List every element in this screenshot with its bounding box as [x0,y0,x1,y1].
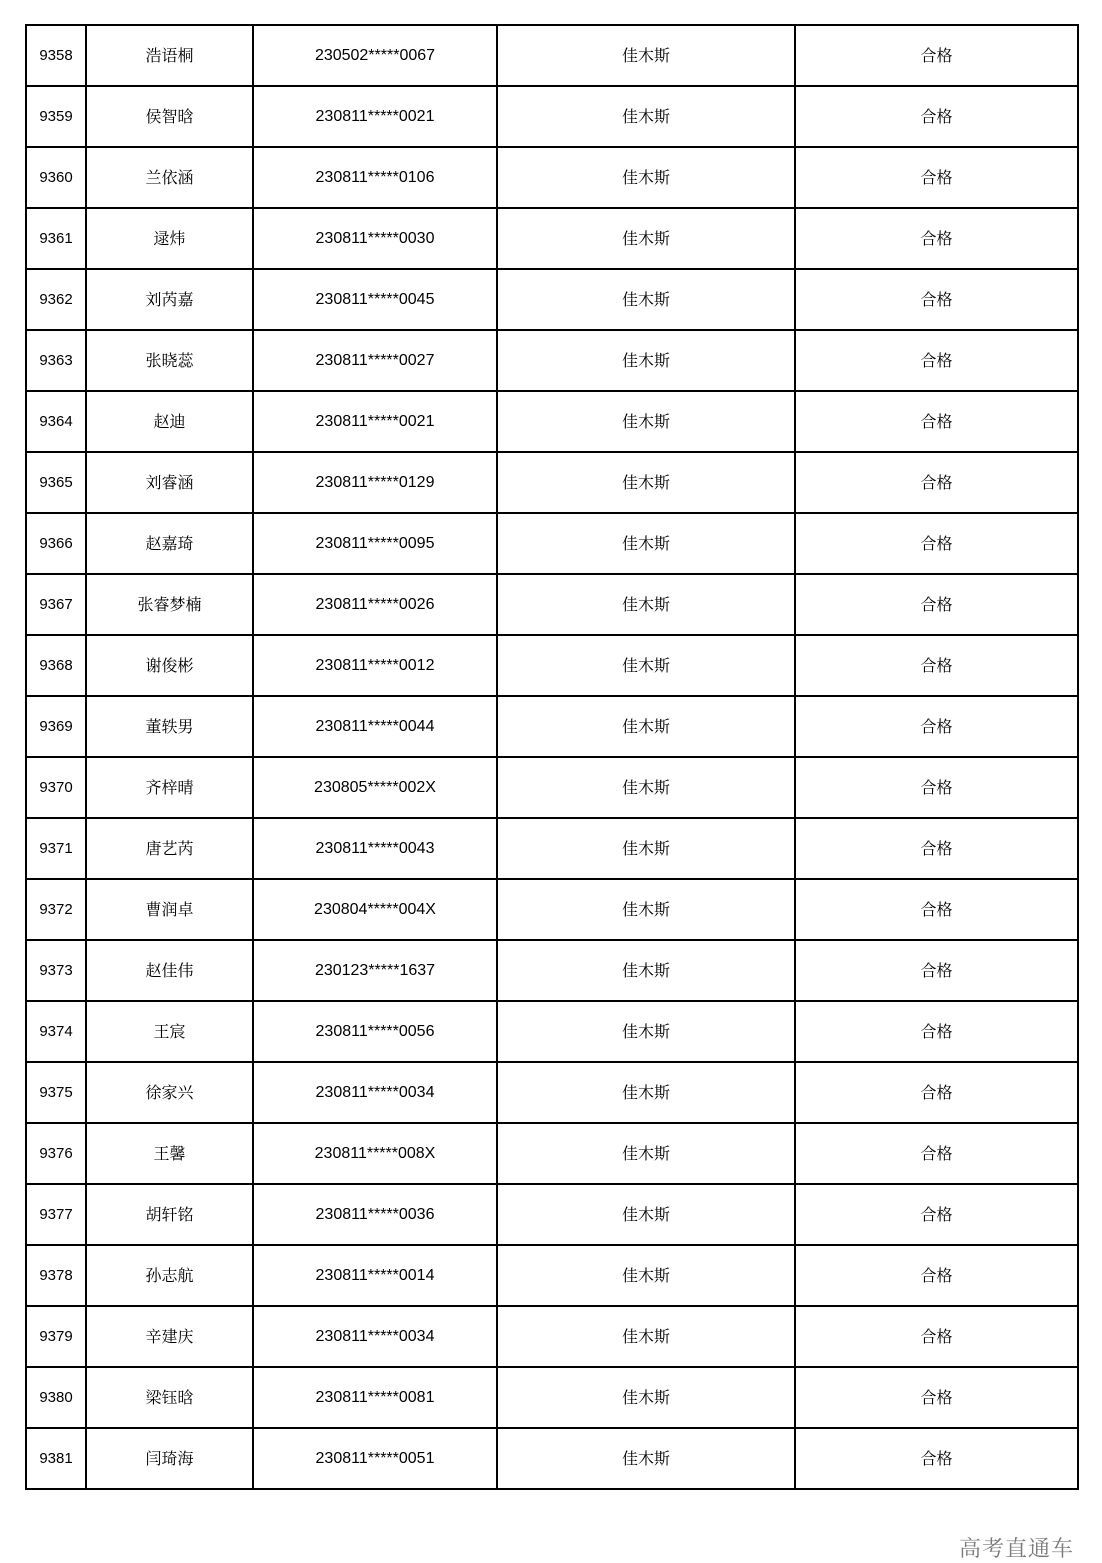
cell-id-number: 230811*****0034 [253,1062,497,1123]
table-row [26,86,1078,147]
cell-city: 佳木斯 [497,1184,795,1245]
cell-number: 9379 [26,1306,86,1367]
table-row [26,635,1078,696]
cell-number: 9376 [26,1123,86,1184]
cell-id-number: 230811*****0051 [253,1428,497,1489]
cell-number: 9373 [26,940,86,1001]
table-row [26,1001,1078,1062]
cell-name: 董轶男 [86,696,253,757]
cell-number: 9365 [26,452,86,513]
cell-number: 9370 [26,757,86,818]
cell-name: 梁钰晗 [86,1367,253,1428]
cell-number: 9381 [26,1428,86,1489]
table-row [26,1428,1078,1489]
cell-number: 9378 [26,1245,86,1306]
cell-result: 合格 [795,757,1078,818]
cell-name: 浩语桐 [86,25,253,86]
cell-number: 9366 [26,513,86,574]
cell-name: 唐艺芮 [86,818,253,879]
cell-id-number: 230805*****002X [253,757,497,818]
cell-result: 合格 [795,940,1078,1001]
cell-result: 合格 [795,86,1078,147]
cell-result: 合格 [795,696,1078,757]
cell-result: 合格 [795,1428,1078,1489]
cell-city: 佳木斯 [497,147,795,208]
cell-name: 赵嘉琦 [86,513,253,574]
cell-city: 佳木斯 [497,635,795,696]
cell-id-number: 230811*****0056 [253,1001,497,1062]
cell-name: 闫琦海 [86,1428,253,1489]
cell-city: 佳木斯 [497,940,795,1001]
cell-result: 合格 [795,1306,1078,1367]
cell-result: 合格 [795,391,1078,452]
cell-name: 曹润卓 [86,879,253,940]
cell-city: 佳木斯 [497,1245,795,1306]
cell-result: 合格 [795,269,1078,330]
cell-id-number: 230804*****004X [253,879,497,940]
cell-id-number: 230811*****008X [253,1123,497,1184]
cell-number: 9362 [26,269,86,330]
cell-number: 9375 [26,1062,86,1123]
table-row [26,1062,1078,1123]
cell-id-number: 230811*****0034 [253,1306,497,1367]
cell-name: 王宸 [86,1001,253,1062]
cell-name: 辛建庆 [86,1306,253,1367]
cell-id-number: 230502*****0067 [253,25,497,86]
table-row [26,25,1078,86]
cell-name: 王馨 [86,1123,253,1184]
cell-city: 佳木斯 [497,1123,795,1184]
table-row [26,391,1078,452]
cell-id-number: 230811*****0095 [253,513,497,574]
table-row [26,1245,1078,1306]
cell-name: 齐梓晴 [86,757,253,818]
cell-result: 合格 [795,25,1078,86]
cell-city: 佳木斯 [497,208,795,269]
cell-city: 佳木斯 [497,1001,795,1062]
watermark-text: 高考直通车 [957,1532,1076,1563]
cell-name: 逯炜 [86,208,253,269]
cell-number: 9372 [26,879,86,940]
cell-city: 佳木斯 [497,452,795,513]
cell-number: 9369 [26,696,86,757]
table-row [26,208,1078,269]
table-row [26,818,1078,879]
cell-name: 兰依涵 [86,147,253,208]
cell-result: 合格 [795,208,1078,269]
table-row [26,1367,1078,1428]
cell-id-number: 230811*****0044 [253,696,497,757]
cell-city: 佳木斯 [497,574,795,635]
cell-city: 佳木斯 [497,818,795,879]
cell-result: 合格 [795,330,1078,391]
cell-number: 9358 [26,25,86,86]
cell-city: 佳木斯 [497,330,795,391]
cell-id-number: 230811*****0045 [253,269,497,330]
cell-result: 合格 [795,1123,1078,1184]
cell-number: 9364 [26,391,86,452]
cell-id-number: 230811*****0081 [253,1367,497,1428]
results-table [25,24,1079,1490]
table-row [26,1123,1078,1184]
cell-city: 佳木斯 [497,269,795,330]
table-row [26,574,1078,635]
table-row [26,1184,1078,1245]
table-row [26,269,1078,330]
cell-number: 9380 [26,1367,86,1428]
cell-name: 胡轩铭 [86,1184,253,1245]
table-row [26,696,1078,757]
cell-id-number: 230811*****0014 [253,1245,497,1306]
cell-name: 徐家兴 [86,1062,253,1123]
cell-city: 佳木斯 [497,696,795,757]
table-row [26,452,1078,513]
cell-number: 9367 [26,574,86,635]
cell-name: 赵佳伟 [86,940,253,1001]
cell-result: 合格 [795,452,1078,513]
cell-city: 佳木斯 [497,513,795,574]
cell-number: 9363 [26,330,86,391]
table-row [26,1306,1078,1367]
cell-id-number: 230811*****0021 [253,86,497,147]
cell-name: 刘睿涵 [86,452,253,513]
cell-id-number: 230811*****0106 [253,147,497,208]
cell-number: 9368 [26,635,86,696]
cell-id-number: 230811*****0026 [253,574,497,635]
cell-result: 合格 [795,1062,1078,1123]
table-row [26,330,1078,391]
cell-city: 佳木斯 [497,757,795,818]
cell-city: 佳木斯 [497,1428,795,1489]
cell-result: 合格 [795,513,1078,574]
table-row [26,940,1078,1001]
cell-city: 佳木斯 [497,391,795,452]
cell-city: 佳木斯 [497,1367,795,1428]
table-row [26,147,1078,208]
cell-id-number: 230811*****0012 [253,635,497,696]
cell-name: 孙志航 [86,1245,253,1306]
cell-number: 9360 [26,147,86,208]
cell-result: 合格 [795,818,1078,879]
cell-name: 谢俊彬 [86,635,253,696]
cell-id-number: 230811*****0030 [253,208,497,269]
cell-name: 刘芮嘉 [86,269,253,330]
cell-city: 佳木斯 [497,1306,795,1367]
cell-city: 佳木斯 [497,1062,795,1123]
cell-number: 9361 [26,208,86,269]
results-table-container [25,24,1077,1490]
cell-name: 赵迪 [86,391,253,452]
cell-number: 9359 [26,86,86,147]
table-row [26,513,1078,574]
cell-city: 佳木斯 [497,879,795,940]
cell-id-number: 230123*****1637 [253,940,497,1001]
cell-id-number: 230811*****0036 [253,1184,497,1245]
cell-name: 侯智晗 [86,86,253,147]
table-row [26,757,1078,818]
cell-name: 张睿梦楠 [86,574,253,635]
cell-id-number: 230811*****0129 [253,452,497,513]
cell-result: 合格 [795,574,1078,635]
cell-name: 张晓蕊 [86,330,253,391]
cell-result: 合格 [795,1184,1078,1245]
cell-result: 合格 [795,635,1078,696]
table-row [26,879,1078,940]
cell-number: 9374 [26,1001,86,1062]
cell-result: 合格 [795,1367,1078,1428]
results-table-body [26,25,1078,1489]
cell-city: 佳木斯 [497,86,795,147]
cell-id-number: 230811*****0027 [253,330,497,391]
cell-result: 合格 [795,1245,1078,1306]
cell-result: 合格 [795,147,1078,208]
cell-number: 9377 [26,1184,86,1245]
cell-id-number: 230811*****0043 [253,818,497,879]
cell-result: 合格 [795,879,1078,940]
cell-id-number: 230811*****0021 [253,391,497,452]
cell-city: 佳木斯 [497,25,795,86]
cell-number: 9371 [26,818,86,879]
cell-result: 合格 [795,1001,1078,1062]
